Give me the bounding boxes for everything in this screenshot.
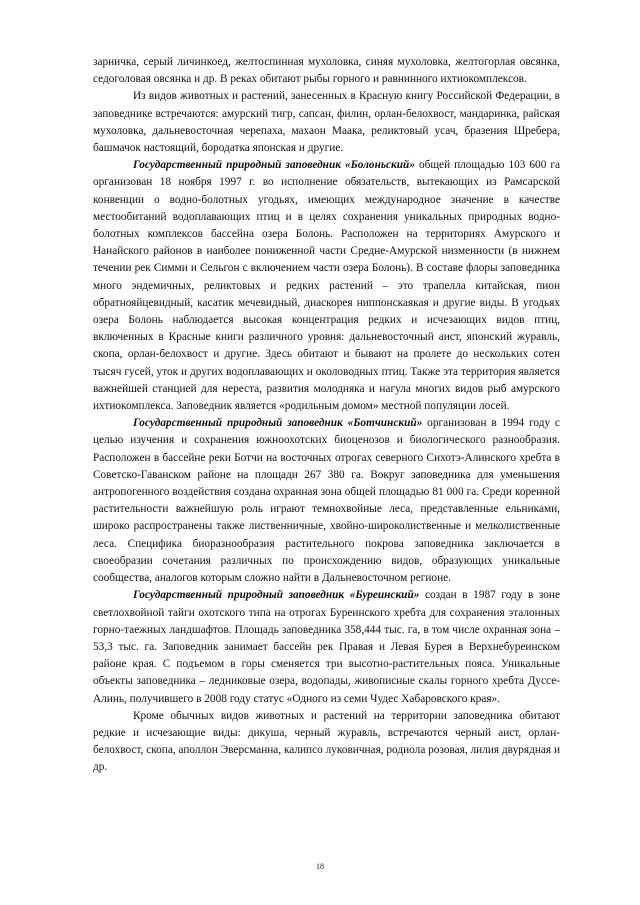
heading-bolonsky: Государственный природный заповедник «Болоньский» — [133, 159, 415, 172]
heading-bureinsky: Государственный природный заповедник «Буреинский» — [133, 589, 420, 602]
text-botchinsky: организован в 1994 году с целью изучения и сохранения южноохотских биоценозов и биологического разнообразия. Расположен в бассейне реки Ботчи на восточных отрогах северного Сихотэ-Алинского хребта в Советско-Гаванском районе на площади 267 380 га. Вокруг заповедника для уменьшения антропогенного воздействия создана охранная зона общей площадью 81 000 га. Среди коренной растительности важнейшую роль играют темнохвойные леса, представленные ельниками, широко распространены также лиственничные, хвойно-широколиственные и мелколиственные леса. Специфика биоразнообразия растительного покрова заповедника заключается в своеобразии сочетания различных по происхождению видов, образующих уникальные сообщества, аналогов которым сложно найти в Дальневосточном регионе. — [93, 417, 561, 585]
paragraph-rare-species: Кроме обычных видов животных и растений на территории заповедника обитают редкие и исчезающие виды: дикуша, черный журавль, встречаются черный аист, орлан-белохвост, скопа, аполлон Эверсманна, калипсо луковичная, родиола розовая, лилия двурядная и др. — [93, 709, 560, 774]
text-bolonsky: общей площадью 103 600 га организован 18 ноября 1997 г. во исполнение обязательств, вытекающих из Рамсарской конвенции о водно-болотных угодьях, имеющих международное значение в качестве местообитаний водоплавающих птиц и в целях сохранения уникальных природных водно-болотных комплексов бассейна озера Болонь. Расположен на территориях Амурского и Нанайского районов в наиболее пониженной части Средне-Амурской низменности (в нижнем течении рек Симми и Сельгон с включением части озера Болонь). В составе флоры заповедника много эндемичных, реликтовых и редких растений – это трапелла китайская, пион обратнояйцевидный, касатик мечевидный, диаскорея ниппонскаякая и другие виды. В угодьях озера Болонь наблюдается высокая концентрация редких и исчезающих видов птиц, включенных в Красные книги различного уровня: дальневосточный аист, японский журавль, скопа, орлан-белохвост и другие. Здесь обитают и бывают на пролете до нескольких сотен тысяч гусей, уток и других водоплавающих и околоводных птиц. Также эта территория является важнейшей станцией для нереста, развития молодняка и нагула многих видов рыб амурского ихтиокомплекса. Заповедник является «родильным домом» местной популяции лосей. — [93, 159, 560, 413]
paragraph-red-book: Из видов животных и растений, занесенных в Красную книгу Российской Федерации, в заповеднике встречаются: амурский тигр, сапсан, филин, орлан-белохвост, мандаринка, райская мухоловка, дальневосточная черепаха, махаон Маака, реликтовый усач, бразения Шребера, башмачок настоящий, бородатка японская и другие. — [93, 90, 560, 155]
heading-botchinsky: Государственный природный заповедник «Ботчинский» — [133, 417, 423, 430]
paragraph-bolonsky-reserve — [93, 157, 560, 415]
text-bureinsky: создан в 1987 году в зоне светлохвойной тайги охотского типа на отрогах Буреинского хребта для сохранения эталонных горно-таежных ландшафтов. Площадь заповедника 358,444 тыс. га, в том числе охранная зона – 53,3 тыс. га. Заповедник занимает бассейн рек Правая и Левая Бурея в Верхнебуреинском районе края. С подъемом в горы сменяется три высотно-растительных пояса. Уникальные объекты заповедника – ледниковые озера, водопады, живописные скалы горного хребта Дуссе-Алинь, получившего в 2008 году статус «Одного из семи Чудес Хабаровского края». — [93, 589, 560, 705]
page-number: 18 — [316, 862, 324, 871]
paragraph-bureinsky-reserve — [93, 587, 560, 707]
paragraph-botchinsky-reserve — [93, 415, 560, 587]
document-page — [93, 54, 560, 777]
paragraph-birds-fish: зарничка, серый личинкоед, желтоспинная мухоловка, синяя мухоловка, желтогорлая овсянка, седоголовая овсянка и др. В реках обитают рыбы горного и равнинного ихтиокомплексов. — [93, 56, 560, 86]
